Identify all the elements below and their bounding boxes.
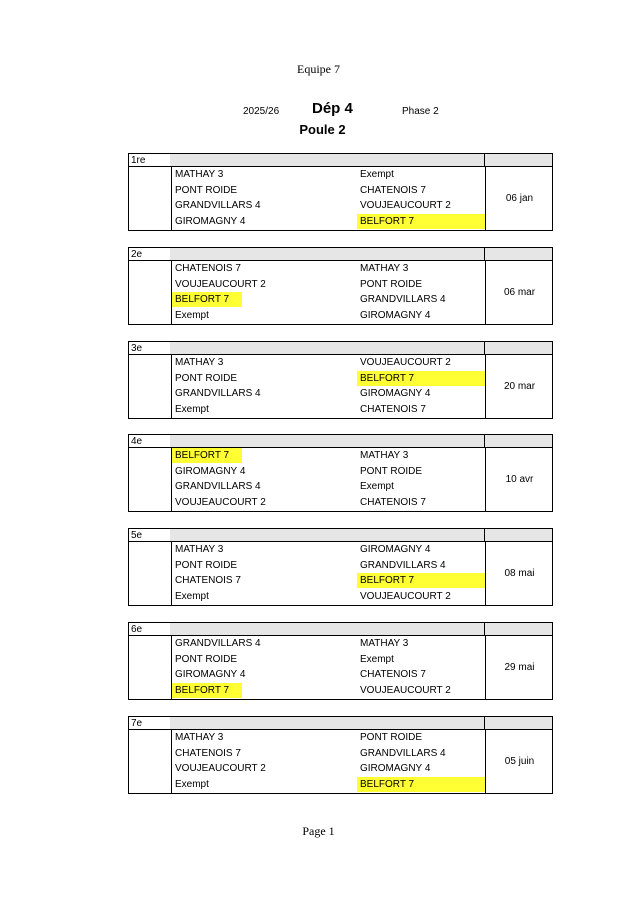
round-header xyxy=(128,434,553,448)
round-block xyxy=(128,247,553,325)
away-team: VOUJEAUCOURT 2 xyxy=(360,200,451,211)
round-number: 6e xyxy=(128,622,171,636)
home-team: PONT ROIDE xyxy=(175,560,238,571)
date-header-fill xyxy=(484,153,553,167)
away-team: GRANDVILLARS 4 xyxy=(360,748,446,759)
home-team: VOUJEAUCOURT 2 xyxy=(175,497,266,508)
away-team: BELFORT 7 xyxy=(357,777,485,792)
round-matches xyxy=(128,542,553,606)
round-header xyxy=(128,716,553,730)
home-team: GIROMAGNY 4 xyxy=(175,466,246,477)
away-team: GIROMAGNY 4 xyxy=(360,388,431,399)
date-header-fill xyxy=(484,247,553,261)
away-team: BELFORT 7 xyxy=(357,573,485,588)
away-team: PONT ROIDE xyxy=(360,279,423,290)
home-team: PONT ROIDE xyxy=(175,373,238,384)
home-team: GRANDVILLARS 4 xyxy=(175,638,261,649)
round-block xyxy=(128,528,553,606)
round-header xyxy=(128,247,553,261)
date-header-fill xyxy=(484,622,553,636)
away-team: BELFORT 7 xyxy=(357,214,485,229)
round-header-fill xyxy=(170,247,485,261)
home-team: MATHAY 3 xyxy=(175,357,224,368)
away-team: GIROMAGNY 4 xyxy=(360,310,431,321)
round-block xyxy=(128,716,553,794)
away-team: MATHAY 3 xyxy=(360,638,409,649)
round-number: 5e xyxy=(128,528,171,542)
round-number: 2e xyxy=(128,247,171,261)
home-team: Exempt xyxy=(175,310,209,321)
match-date: 06 mar xyxy=(503,287,536,298)
home-team: BELFORT 7 xyxy=(172,292,242,307)
round-matches xyxy=(128,261,553,325)
round-header-fill xyxy=(170,341,485,355)
home-team: VOUJEAUCOURT 2 xyxy=(175,763,266,774)
round-block xyxy=(128,153,553,231)
home-team: GRANDVILLARS 4 xyxy=(175,481,261,492)
away-team: MATHAY 3 xyxy=(360,450,409,461)
home-team: BELFORT 7 xyxy=(172,448,242,463)
round-matches xyxy=(128,448,553,512)
home-team: Exempt xyxy=(175,404,209,415)
date-header-fill xyxy=(484,434,553,448)
home-team: VOUJEAUCOURT 2 xyxy=(175,279,266,290)
home-team: Exempt xyxy=(175,779,209,790)
date-header-fill xyxy=(484,716,553,730)
round-number: 3e xyxy=(128,341,171,355)
match-date: 08 mai xyxy=(504,568,535,579)
home-team: GRANDVILLARS 4 xyxy=(175,200,261,211)
away-team: VOUJEAUCOURT 2 xyxy=(360,591,451,602)
match-date: 20 mar xyxy=(503,381,536,392)
round-header-fill xyxy=(170,622,485,636)
away-team: VOUJEAUCOURT 2 xyxy=(360,357,451,368)
home-team: PONT ROIDE xyxy=(175,654,238,665)
home-team: MATHAY 3 xyxy=(175,732,224,743)
home-team: BELFORT 7 xyxy=(172,683,242,698)
home-team: GRANDVILLARS 4 xyxy=(175,388,261,399)
home-team: MATHAY 3 xyxy=(175,544,224,555)
away-team: GRANDVILLARS 4 xyxy=(360,294,446,305)
away-team: PONT ROIDE xyxy=(360,466,423,477)
round-header-fill xyxy=(170,434,485,448)
home-team: CHATENOIS 7 xyxy=(175,748,241,759)
away-team: GIROMAGNY 4 xyxy=(360,544,431,555)
away-team: CHATENOIS 7 xyxy=(360,669,426,680)
division-title: Dép 4 xyxy=(312,100,353,117)
away-team: GIROMAGNY 4 xyxy=(360,763,431,774)
match-date: 06 jan xyxy=(505,193,534,204)
round-number: 4e xyxy=(128,434,171,448)
round-header xyxy=(128,528,553,542)
round-number: 7e xyxy=(128,716,171,730)
season-label: 2025/26 xyxy=(243,106,280,117)
round-block xyxy=(128,622,553,700)
team-title: Equipe 7 xyxy=(297,62,340,76)
match-date: 05 juin xyxy=(504,756,535,767)
round-block xyxy=(128,341,553,419)
match-date: 29 mai xyxy=(504,662,535,673)
date-header-fill xyxy=(484,528,553,542)
round-number: 1re xyxy=(128,153,171,167)
away-team: CHATENOIS 7 xyxy=(360,404,426,415)
home-team: CHATENOIS 7 xyxy=(175,263,241,274)
home-team: Exempt xyxy=(175,591,209,602)
round-header xyxy=(128,622,553,636)
round-block xyxy=(128,434,553,512)
away-team: GRANDVILLARS 4 xyxy=(360,560,446,571)
away-team: Exempt xyxy=(360,481,394,492)
home-team: GIROMAGNY 4 xyxy=(175,216,246,227)
away-team: CHATENOIS 7 xyxy=(360,497,426,508)
home-team: GIROMAGNY 4 xyxy=(175,669,246,680)
away-team: CHATENOIS 7 xyxy=(360,185,426,196)
away-team: Exempt xyxy=(360,654,394,665)
away-team: Exempt xyxy=(360,169,394,180)
away-team: BELFORT 7 xyxy=(357,371,485,386)
round-matches xyxy=(128,355,553,419)
round-matches xyxy=(128,730,553,794)
round-matches xyxy=(128,167,553,231)
home-team: PONT ROIDE xyxy=(175,185,238,196)
home-team: MATHAY 3 xyxy=(175,169,224,180)
page-number: Page 1 xyxy=(302,824,335,838)
round-matches xyxy=(128,636,553,700)
round-header-fill xyxy=(170,153,485,167)
date-header-fill xyxy=(484,341,553,355)
poule-title: Poule 2 xyxy=(299,122,346,137)
round-header xyxy=(128,341,553,355)
round-header xyxy=(128,153,553,167)
match-date: 10 avr xyxy=(505,474,534,485)
away-team: VOUJEAUCOURT 2 xyxy=(360,685,451,696)
away-team: MATHAY 3 xyxy=(360,263,409,274)
round-header-fill xyxy=(170,528,485,542)
phase-label: Phase 2 xyxy=(402,106,439,117)
round-header-fill xyxy=(170,716,485,730)
home-team: CHATENOIS 7 xyxy=(175,575,241,586)
away-team: PONT ROIDE xyxy=(360,732,423,743)
